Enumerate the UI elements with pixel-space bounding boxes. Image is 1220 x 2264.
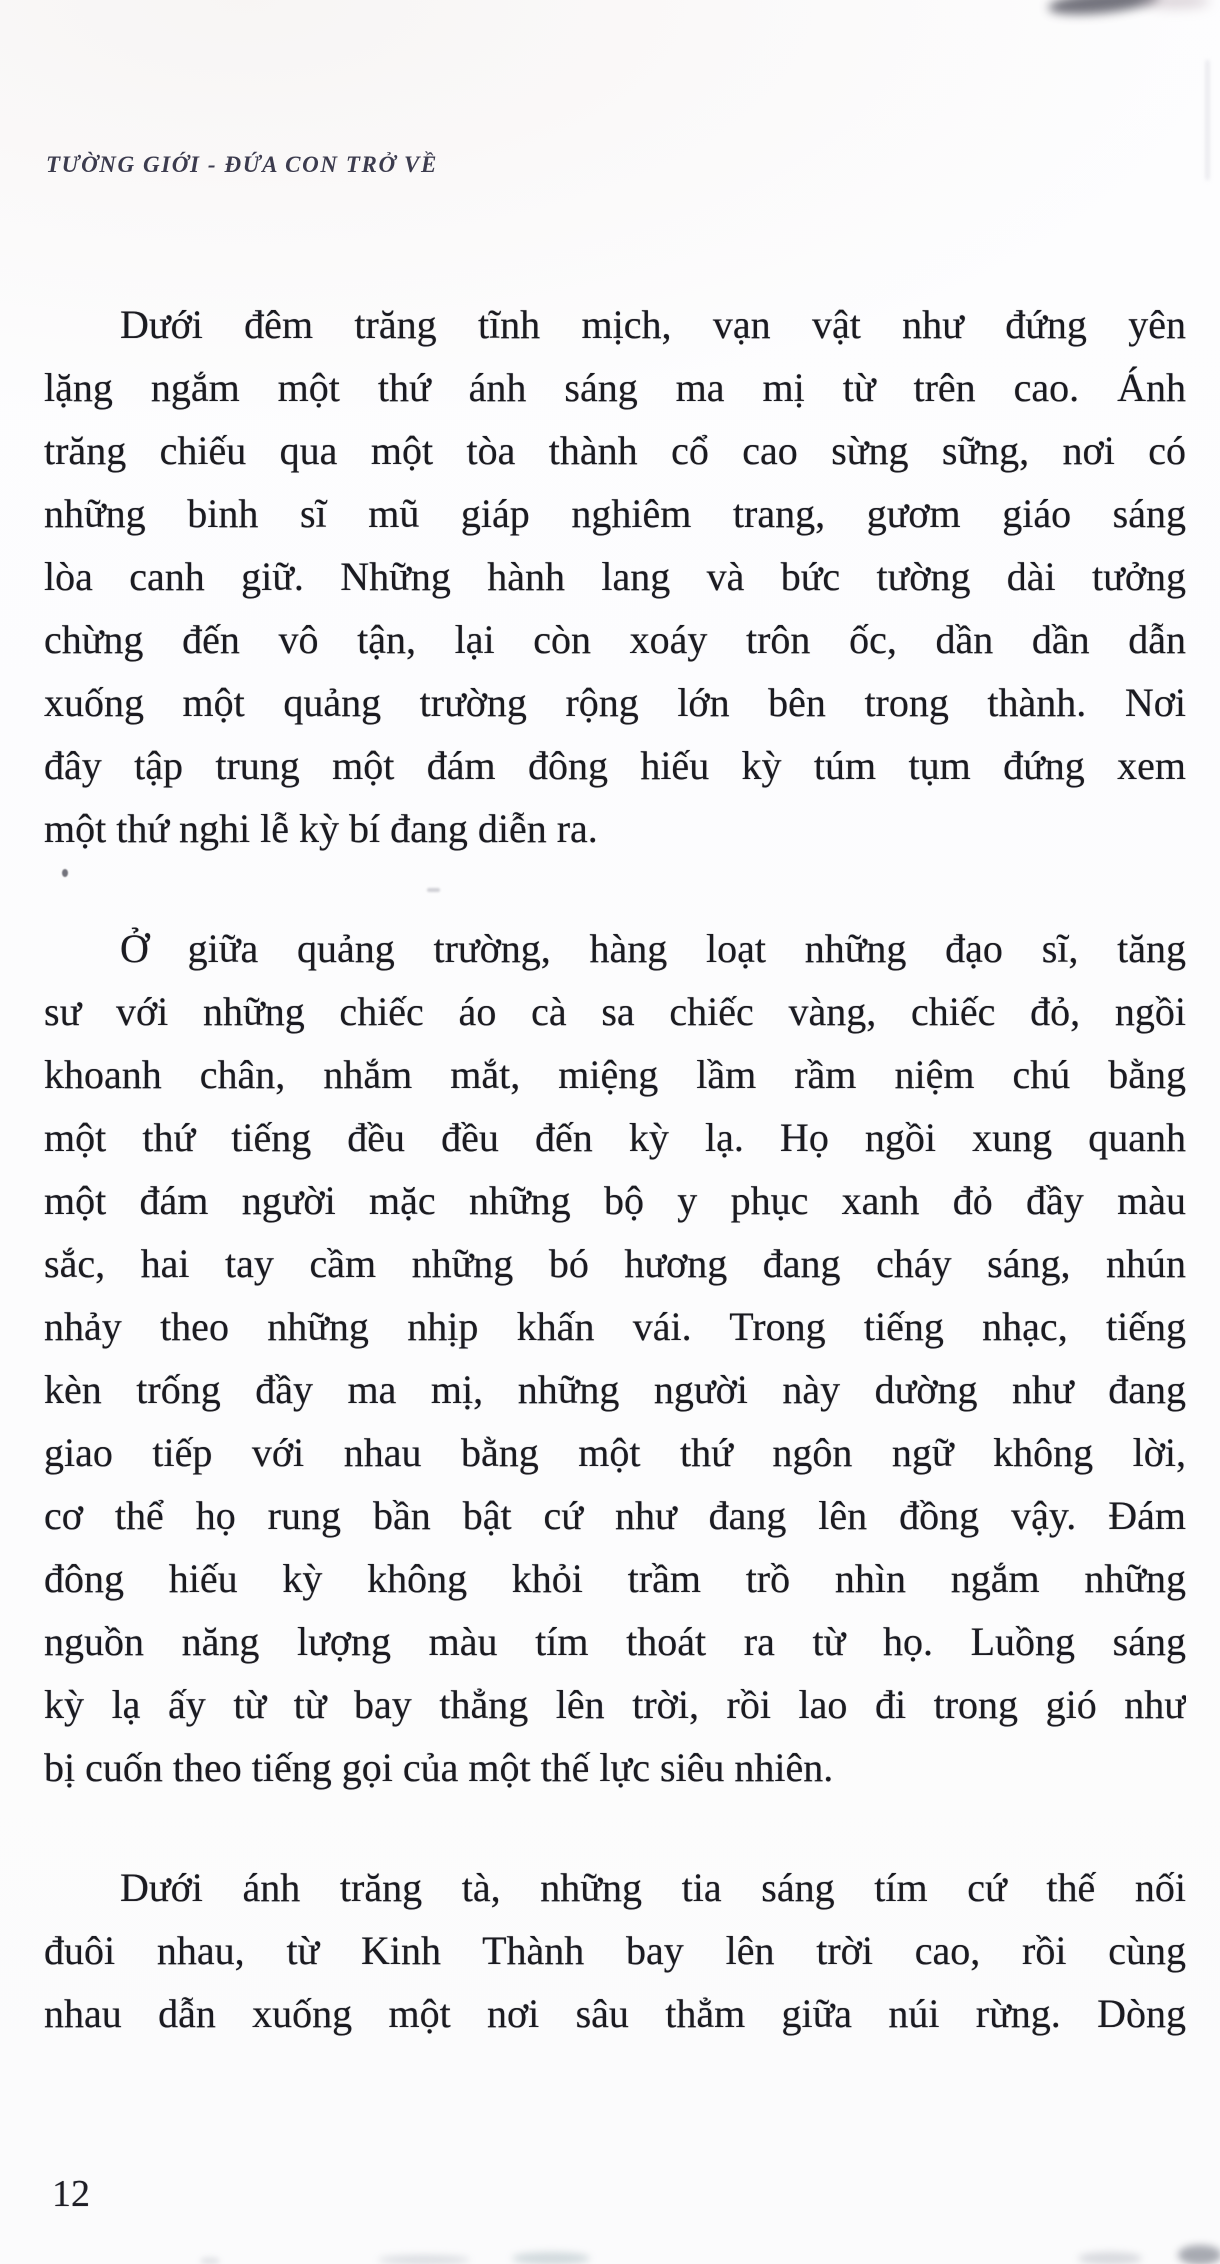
paragraph: [44, 917, 1186, 1799]
scan-speck: [62, 869, 68, 877]
text-line: trăng chiếu qua một tòa thành cổ cao sừng sững, nơi có: [44, 428, 1186, 473]
text-line: những binh sĩ mũ giáp nghiêm trang, gươm giáo sáng: [44, 491, 1186, 536]
text-line: Dưới ánh trăng tà, những tia sáng tím cứ thế nối: [120, 1865, 1186, 1910]
text-line: nhảy theo những nhịp khấn vái. Trong tiếng nhạc, tiếng: [44, 1304, 1186, 1349]
running-header: TƯỜNG GIỚI - ĐỨA CON TRỞ VỀ: [46, 152, 438, 177]
text-line: nhau dẫn xuống một nơi sâu thẳm giữa núi rừng. Dòng: [44, 1991, 1186, 2036]
scan-bottom-edge-mark: [1078, 2252, 1142, 2264]
text-line: một đám người mặc những bộ y phục xanh đỏ đầy màu: [44, 1178, 1186, 1223]
text-line: đông hiếu kỳ không khỏi trầm trồ nhìn ngắm những: [44, 1556, 1186, 1601]
text-line: lặng ngắm một thứ ánh sáng ma mị từ trên cao. Ánh: [44, 365, 1186, 410]
text-line: đây tập trung một đám đông hiếu kỳ túm tụm đứng xem: [44, 743, 1186, 788]
scan-bottom-edge-mark: [512, 2252, 590, 2264]
text-line: chừng đến vô tận, lại còn xoáy trôn ốc, dần dần dẫn: [44, 617, 1186, 662]
text-line: nguồn năng lượng màu tím thoát ra từ họ. Luồng sáng: [44, 1619, 1186, 1664]
text-line: giao tiếp với nhau bằng một thứ ngôn ngữ không lời,: [44, 1430, 1186, 1475]
text-line: sư với những chiếc áo cà sa chiếc vàng, chiếc đỏ, ngồi: [44, 989, 1186, 1034]
scan-smudge-top-right-halo: [1140, 0, 1210, 8]
scan-speck: [427, 888, 440, 892]
text-line: bị cuốn theo tiếng gọi của một thế lực siêu nhiên.: [44, 1745, 834, 1790]
paragraph: [44, 293, 1186, 860]
scan-bottom-edge-mark: [200, 2257, 220, 2264]
text-line: xuống một quảng trường rộng lớn bên trong thành. Nơi: [44, 680, 1186, 725]
paragraph: [44, 1856, 1186, 2045]
body-text: [44, 293, 1186, 2045]
scan-bottom-corner-mark: [1178, 2245, 1220, 2264]
text-line: một thứ nghi lễ kỳ bí đang diễn ra.: [44, 806, 598, 851]
scan-bottom-edge-mark: [378, 2255, 470, 2264]
text-line: Dưới đêm trăng tĩnh mịch, vạn vật như đứng yên: [120, 302, 1186, 347]
text-line: khoanh chân, nhắm mắt, miệng lầm rầm niệm chú bằng: [44, 1052, 1186, 1097]
text-line: Ở giữa quảng trường, hàng loạt những đạo sĩ, tăng: [120, 926, 1186, 971]
text-line: sắc, hai tay cầm những bó hương đang cháy sáng, nhún: [44, 1241, 1186, 1286]
scan-page-edge-line: [1206, 60, 1209, 180]
text-line: đuôi nhau, từ Kinh Thành bay lên trời cao, rồi cùng: [44, 1928, 1186, 1973]
page-number: 12: [52, 2173, 90, 2215]
text-line: kỳ lạ ấy từ từ bay thẳng lên trời, rồi lao đi trong gió như: [44, 1682, 1186, 1727]
text-line: kèn trống đầy ma mị, những người này dường như đang: [44, 1367, 1186, 1412]
text-line: một thứ tiếng đều đều đến kỳ lạ. Họ ngồi xung quanh: [44, 1115, 1186, 1160]
text-line: cơ thể họ rung bần bật cứ như đang lên đồng vậy. Đám: [44, 1493, 1186, 1538]
text-line: lòa canh giữ. Những hành lang và bức tường dài tưởng: [44, 554, 1186, 599]
